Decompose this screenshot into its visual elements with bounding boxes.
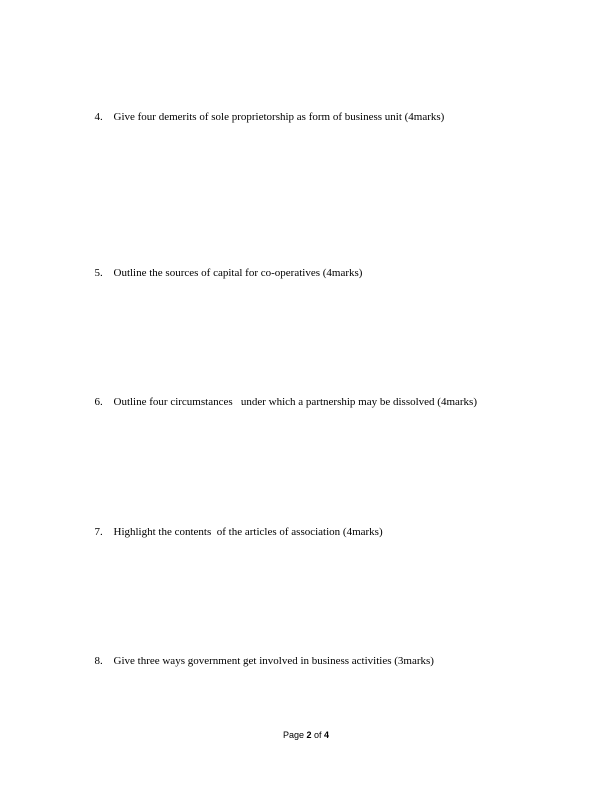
page-label: Page [282, 730, 307, 740]
page-footer [0, 730, 612, 741]
question-number: 7. [94, 526, 103, 538]
question-text: Give three ways government get involved in business activities (3marks) [113, 655, 434, 667]
current-page-number: 2 [306, 730, 312, 740]
page-separator: of [311, 730, 325, 740]
question-text: Highlight the contents of the articles of association (4marks) [113, 526, 383, 538]
question-number: 5. [94, 267, 103, 279]
total-page-count: 4 [324, 730, 330, 740]
question-5 [89, 254, 362, 280]
question-8 [89, 642, 434, 668]
question-4 [89, 98, 444, 124]
question-6 [89, 383, 477, 409]
question-text: Outline the sources of capital for co-operatives (4marks) [113, 267, 363, 279]
question-number: 6. [94, 396, 103, 408]
question-number: 4. [94, 111, 103, 123]
question-7 [89, 513, 383, 539]
question-number: 8. [94, 655, 103, 667]
question-text: Give four demerits of sole proprietorship as form of business unit (4marks) [113, 111, 445, 123]
question-text: Outline four circumstances under which a partnership may be dissolved (4marks) [113, 396, 478, 408]
